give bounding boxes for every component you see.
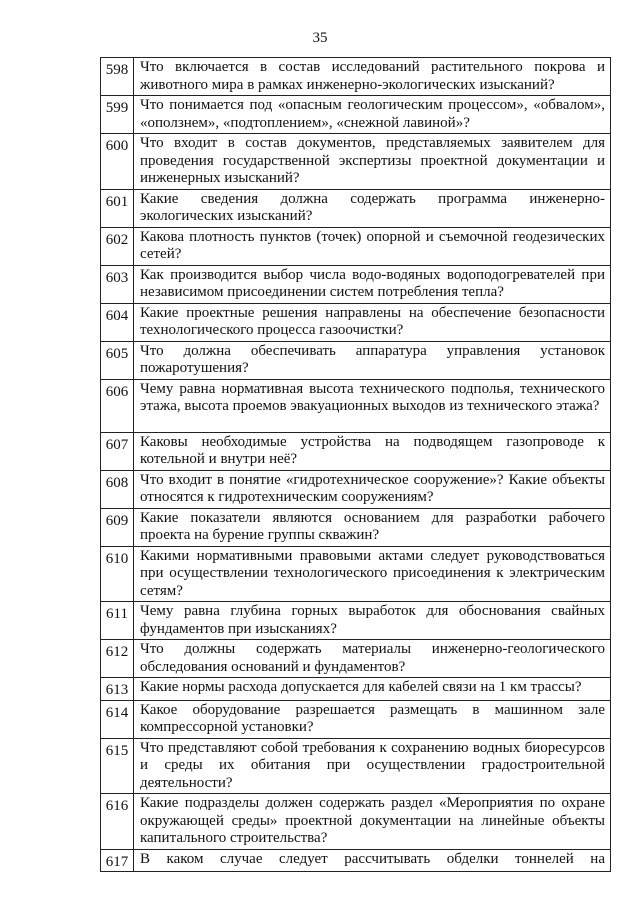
table-row	[101, 546, 611, 602]
table-row	[101, 602, 611, 640]
question-text: Какова плотность пунктов (точек) опорной и съемочной геодезических сетей?	[134, 227, 611, 265]
row-number: 614	[101, 700, 134, 738]
question-text: Какие проектные решения направлены на обеспечение безопасности технологического процесса газоочистки?	[134, 303, 611, 341]
table-row	[101, 738, 611, 794]
row-number: 603	[101, 265, 134, 303]
table-row	[101, 794, 611, 850]
question-text: Чему равна нормативная высота технического подполья, технического этажа, высота проемов эвакуационных выходов из технического этажа?	[134, 379, 611, 432]
row-number: 613	[101, 678, 134, 701]
row-number: 609	[101, 508, 134, 546]
row-number: 600	[101, 134, 134, 190]
table-row	[101, 341, 611, 379]
question-text: Какое оборудование разрешается размещать в машинном зале компрессорной установки?	[134, 700, 611, 738]
table-row	[101, 96, 611, 134]
question-text: Что понимается под «опасным геологическим процессом», «обвалом», «оползнем», «подтоплением», «снежной лавиной»?	[134, 96, 611, 134]
table-row	[101, 432, 611, 470]
table-row	[101, 849, 611, 872]
table-row	[101, 303, 611, 341]
row-number: 608	[101, 470, 134, 508]
question-text: Что входит в понятие «гидротехническое сооружение»? Какие объекты относятся к гидротехническим сооружениям?	[134, 470, 611, 508]
table-row	[101, 508, 611, 546]
row-number: 602	[101, 227, 134, 265]
question-text: Какие нормы расхода допускается для кабелей связи на 1 км трассы?	[134, 678, 611, 701]
question-text: В каком случае следует рассчитывать обделки тоннелей на	[134, 849, 611, 872]
question-text: Что должна обеспечивать аппаратура управления установок пожаротушения?	[134, 341, 611, 379]
table-row	[101, 58, 611, 96]
question-text: Что входит в состав документов, представляемых заявителем для проведения государственной экспертизы проектной документации и инженерных изысканий?	[134, 134, 611, 190]
row-number: 617	[101, 849, 134, 872]
table-row	[101, 470, 611, 508]
table-row	[101, 227, 611, 265]
row-number: 605	[101, 341, 134, 379]
question-text: Какие сведения должна содержать программа инженерно-экологических изысканий?	[134, 189, 611, 227]
row-number: 601	[101, 189, 134, 227]
row-number: 616	[101, 794, 134, 850]
page-number: 35	[312, 30, 328, 46]
row-number: 606	[101, 379, 134, 432]
question-text: Каковы необходимые устройства на подводящем газопроводе к котельной и внутри неё?	[134, 432, 611, 470]
question-text: Что должны содержать материалы инженерно-геологического обследования оснований и фундаментов?	[134, 640, 611, 678]
row-number: 610	[101, 546, 134, 602]
table-row	[101, 265, 611, 303]
row-number: 604	[101, 303, 134, 341]
table-row	[101, 700, 611, 738]
row-number: 607	[101, 432, 134, 470]
row-number: 598	[101, 58, 134, 96]
question-text: Как производится выбор числа водо-водяных водоподогревателей при независимом присоединении систем потребления тепла?	[134, 265, 611, 303]
table-row	[101, 640, 611, 678]
row-number: 599	[101, 96, 134, 134]
row-number: 611	[101, 602, 134, 640]
row-number: 615	[101, 738, 134, 794]
table-row	[101, 379, 611, 432]
question-text: Какими нормативными правовыми актами следует руководствоваться при осуществлении технологического присоединения к электрическим сетям?	[134, 546, 611, 602]
question-text: Что включается в состав исследований растительного покрова и животного мира в рамках инженерно-экологических изысканий?	[134, 58, 611, 96]
table-row	[101, 189, 611, 227]
question-text: Что представляют собой требования к сохранению водных биоресурсов и среды их обитания при осуществлении градостроительной деятельности?	[134, 738, 611, 794]
question-text: Какие подразделы должен содержать раздел «Мероприятия по охране окружающей среды» проектной документации на линейные объекты капитального строительства?	[134, 794, 611, 850]
table-row	[101, 134, 611, 190]
table-row	[101, 678, 611, 701]
question-text: Чему равна глубина горных выработок для обоснования свайных фундаментов при изысканиях?	[134, 602, 611, 640]
question-text: Какие показатели являются основанием для разработки рабочего проекта на бурение группы скважин?	[134, 508, 611, 546]
questions-table	[100, 57, 611, 872]
row-number: 612	[101, 640, 134, 678]
